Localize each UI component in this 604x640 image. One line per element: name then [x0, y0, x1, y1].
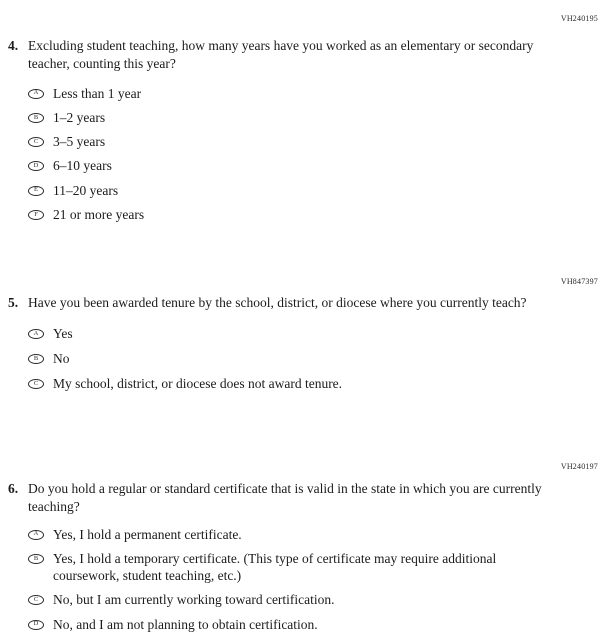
answer-bubble[interactable] — [28, 530, 44, 540]
answer-bubble[interactable] — [28, 137, 44, 147]
option-label: No, but I am currently working toward certification. — [53, 592, 335, 608]
option-label: No — [53, 351, 70, 367]
answer-option[interactable] — [28, 350, 590, 367]
answer-bubble[interactable] — [28, 620, 44, 630]
answer-bubble[interactable] — [28, 113, 44, 123]
answer-option[interactable] — [28, 616, 590, 633]
option-label: Less than 1 year — [53, 85, 142, 101]
option-label: 1–2 years — [53, 109, 106, 125]
question-header — [8, 37, 590, 73]
bubble-letter: F — [34, 210, 38, 218]
bubble-letter: E — [34, 186, 38, 194]
answer-option[interactable] — [28, 591, 590, 608]
bubble-letter: B — [33, 554, 39, 562]
answer-option[interactable] — [28, 85, 590, 102]
answer-bubble[interactable] — [28, 210, 44, 220]
question-text: Have you been awarded tenure by the school, district, or diocese where you currently teach? — [28, 295, 527, 310]
bubble-letter: C — [33, 596, 39, 604]
options-list — [8, 85, 590, 224]
bubble-letter: D — [33, 620, 39, 628]
bubble-letter: A — [33, 89, 39, 97]
answer-option[interactable] — [28, 157, 590, 174]
bubble-letter: B — [33, 354, 39, 362]
bubble-letter: D — [33, 162, 39, 170]
answer-bubble[interactable] — [28, 161, 44, 171]
option-label: Yes, I hold a permanent certificate. — [53, 526, 242, 542]
answer-option[interactable] — [28, 182, 590, 199]
answer-bubble[interactable] — [28, 89, 44, 99]
option-label: Yes — [53, 325, 73, 341]
answer-option[interactable] — [28, 133, 590, 150]
bubble-letter: C — [33, 137, 39, 145]
answer-option[interactable] — [28, 325, 590, 342]
options-list — [8, 526, 590, 633]
bubble-letter: B — [33, 113, 39, 121]
answer-bubble[interactable] — [28, 354, 44, 364]
answer-option[interactable] — [28, 375, 590, 392]
option-label: 6–10 years — [53, 158, 112, 174]
bubble-letter: A — [33, 329, 39, 337]
answer-bubble[interactable] — [28, 379, 44, 389]
option-label: 11–20 years — [53, 182, 119, 198]
answer-bubble[interactable] — [28, 554, 44, 564]
answer-bubble[interactable] — [28, 595, 44, 605]
question-4 — [8, 37, 590, 230]
question-text: Do you hold a regular or standard certificate that is valid in the state in which you are currently teaching? — [28, 481, 542, 514]
answer-option[interactable] — [28, 206, 590, 223]
option-label: No, and I am not planning to obtain certification. — [53, 616, 318, 632]
option-label: 3–5 years — [53, 134, 106, 150]
question-number: 5. — [8, 295, 19, 310]
item-code: VH240195 — [560, 14, 598, 23]
question-number: 4. — [8, 38, 19, 53]
answer-option[interactable] — [28, 550, 590, 585]
question-text: Excluding student teaching, how many years have you worked as an elementary or secondary teacher, counting this year? — [28, 38, 534, 71]
item-code: VH847397 — [560, 277, 598, 286]
question-header — [8, 480, 590, 516]
answer-option[interactable] — [28, 526, 590, 543]
options-list — [8, 325, 590, 393]
option-label: Yes, I hold a temporary certificate. (This type of certificate may require additional coursework, student teaching, etc.) — [53, 550, 497, 584]
question-header — [8, 294, 590, 312]
question-6 — [8, 480, 590, 640]
question-5 — [8, 294, 590, 401]
bubble-letter: C — [33, 380, 39, 388]
question-number: 6. — [8, 481, 19, 496]
answer-bubble[interactable] — [28, 186, 44, 196]
item-code: VH240197 — [560, 462, 598, 471]
option-label: 21 or more years — [53, 206, 145, 222]
bubble-letter: A — [33, 530, 39, 538]
option-label: My school, district, or diocese does not award tenure. — [53, 376, 343, 392]
answer-bubble[interactable] — [28, 329, 44, 339]
answer-option[interactable] — [28, 109, 590, 126]
